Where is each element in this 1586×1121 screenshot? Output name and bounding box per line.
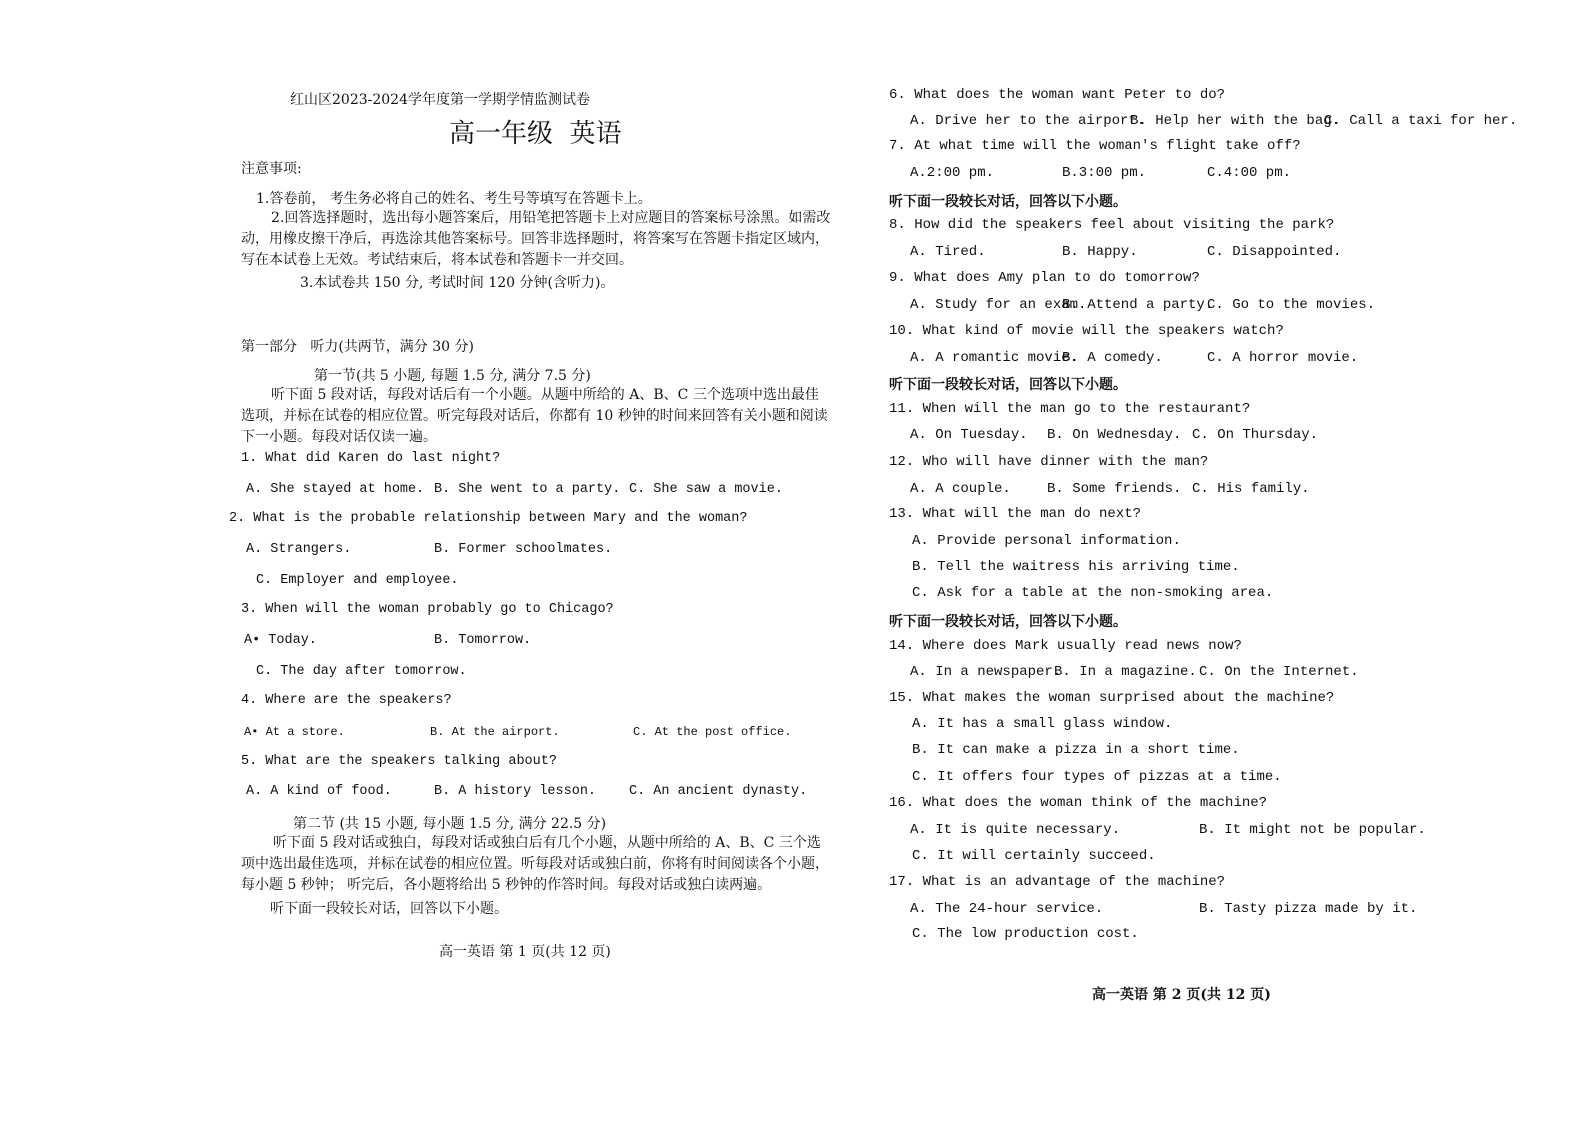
option-c: C. It will certainly succeed. bbox=[912, 848, 1156, 864]
option-b: B. A comedy. bbox=[1062, 350, 1163, 366]
option-a: A. A romantic movie. bbox=[910, 350, 1079, 366]
option-c: C.4:00 pm. bbox=[1207, 165, 1292, 181]
option-c: C. Ask for a table at the non-smoking area. bbox=[912, 585, 1274, 601]
option-a: A. The 24-hour service. bbox=[910, 901, 1104, 917]
option-c: C. Employer and employee. bbox=[256, 573, 459, 588]
option-a: A. On Tuesday. bbox=[910, 427, 1028, 443]
question-text: 16. What does the woman think of the machine? bbox=[889, 795, 1268, 811]
question-text: 6. What does the woman want Peter to do? bbox=[889, 87, 1226, 103]
option-b: B. Help her with the bag. bbox=[1130, 113, 1341, 129]
option-a: A. She stayed at home. bbox=[246, 482, 425, 497]
question-text: 14. Where does Mark usually read news now? bbox=[889, 638, 1242, 654]
option-c: C. A horror movie. bbox=[1207, 350, 1359, 366]
option-a: A. Provide personal information. bbox=[912, 533, 1181, 549]
option-b: B. On Wednesday. bbox=[1047, 427, 1182, 443]
section1-title: 第一节(共 5 小题, 每题 1.5 分, 满分 7.5 分) bbox=[314, 368, 591, 384]
option-c: C. She saw a movie. bbox=[629, 482, 783, 497]
notice-item-2: 2.回答选择题时，选出每小题答案后，用铅笔把答题卡上对应题目的答案标号涂黑。如需改动，用橡皮擦干净后，再选涂其他答案标号。回答非选择题时，将答案写在答题卡指定区域内，写在本试卷上无效。考试结束后，将本试卷和答题卡一并交回。 bbox=[241, 210, 831, 268]
exam-header: 红山区2023-2024学年度第一学期学情监测试卷 bbox=[290, 92, 590, 108]
option-c: C. On the Internet. bbox=[1199, 664, 1359, 680]
option-b: B. A history lesson. bbox=[434, 784, 597, 799]
listen-instruction-2: 听下面一段较长对话，回答以下小题。 bbox=[889, 377, 1127, 393]
question-text: 9. What does Amy plan to do tomorrow? bbox=[889, 270, 1200, 286]
page-footer-2: 高一英语 第 2 页(共 12 页) bbox=[1092, 987, 1271, 1003]
option-c: C. Go to the movies. bbox=[1207, 297, 1376, 313]
option-c: C. Call a taxi for her. bbox=[1324, 113, 1518, 129]
notice-item-1: 1.答卷前， 考生务必将自己的姓名、考生号等填写在答题卡上。 bbox=[256, 191, 652, 207]
question-text: 15. What makes the woman surprised about the machine? bbox=[889, 690, 1335, 706]
question-text: 13. What will the man do next? bbox=[889, 506, 1142, 522]
option-c: C. At the post office. bbox=[633, 725, 792, 739]
option-c: C. On Thursday. bbox=[1192, 427, 1319, 443]
question-text: 8. How did the speakers feel about visiting the park? bbox=[889, 217, 1335, 233]
option-b: B. Former schoolmates. bbox=[434, 542, 613, 557]
option-a: A.2:00 pm. bbox=[910, 165, 995, 181]
question-text: 7. At what time will the woman's flight take off? bbox=[889, 138, 1301, 154]
option-a: A. It is quite necessary. bbox=[910, 822, 1121, 838]
option-b: B. She went to a party. bbox=[434, 482, 621, 497]
option-b: B. Tasty pizza made by it. bbox=[1199, 901, 1418, 917]
question-text: 12. Who will have dinner with the man? bbox=[889, 454, 1209, 470]
option-b: B. Some friends. bbox=[1047, 481, 1182, 497]
option-b: B. Tomorrow. bbox=[434, 633, 532, 648]
option-a: A. Tired. bbox=[910, 244, 986, 260]
option-b: B. At the airport. bbox=[430, 725, 560, 739]
option-a: A. Drive her to the airport. bbox=[910, 113, 1146, 129]
option-c: C. The day after tomorrow. bbox=[256, 664, 467, 679]
listen-instruction-1: 听下面一段较长对话，回答以下小题。 bbox=[889, 194, 1127, 210]
question-text: 17. What is an advantage of the machine? bbox=[889, 874, 1226, 890]
option-a: A. It has a small glass window. bbox=[912, 716, 1173, 732]
option-b: B.3:00 pm. bbox=[1062, 165, 1147, 181]
option-b: B. It can make a pizza in a short time. bbox=[912, 742, 1240, 758]
option-a: A. Study for an exam. bbox=[910, 297, 1087, 313]
option-c: C. His family. bbox=[1192, 481, 1310, 497]
option-c: C. Disappointed. bbox=[1207, 244, 1342, 260]
exam-title: 高一年级 英语 bbox=[449, 119, 622, 149]
option-a: A. In a newspaper. bbox=[910, 664, 1062, 680]
listen-instruction-3: 听下面一段较长对话，回答以下小题。 bbox=[889, 614, 1127, 630]
option-a: A. A couple. bbox=[910, 481, 1011, 497]
section2-title: 第二节 (共 15 小题, 每小题 1.5 分, 满分 22.5 分) bbox=[293, 816, 607, 832]
question-text: 4. Where are the speakers? bbox=[241, 693, 452, 708]
question-text: 11. When will the man go to the restaurant? bbox=[889, 401, 1251, 417]
notice-label: 注意事项: bbox=[241, 161, 302, 177]
section1-instructions: 听下面 5 段对话，每段对话后有一个小题。从题中所给的 A、B、C 三个选项中选出最佳选项，并标在试卷的相应位置。听完每段对话后，你都有 10 秒钟的时间来回答有关小题和阅读下一小题。每段对话仅读一遍。 bbox=[241, 387, 828, 445]
option-c: C. An ancient dynasty. bbox=[629, 784, 808, 799]
notice-item-3: 3.本试卷共 150 分, 考试时间 120 分钟(含听力)。 bbox=[300, 275, 615, 291]
option-b: B. It might not be popular. bbox=[1199, 822, 1426, 838]
option-a: A. A kind of food. bbox=[246, 784, 392, 799]
question-text: 10. What kind of movie will the speakers watch? bbox=[889, 323, 1284, 339]
question-text: 3. When will the woman probably go to Chicago? bbox=[241, 602, 614, 617]
part1-title: 第一部分 听力(共两节，满分 30 分) bbox=[241, 339, 474, 355]
listen-long-instruction: 听下面一段较长对话，回答以下小题。 bbox=[270, 901, 508, 917]
page-footer-1: 高一英语 第 1 页(共 12 页) bbox=[439, 944, 611, 960]
option-b: B. Attend a party. bbox=[1062, 297, 1214, 313]
option-a: A• Today. bbox=[244, 633, 317, 648]
section2-instructions: 听下面 5 段对话或独白，每段对话或独白后有几个小题，从题中所给的 A、B、C 三个选项中选出最佳选项，并标在试卷的相应位置。听每段对话或独白前，你将有时间阅读各个小题，每小题 5 秒钟； 听完后，各小题将给出 5 秒钟的作答时间。每段对话或独白读两遍。 bbox=[241, 835, 829, 893]
question-text: 1. What did Karen do last night? bbox=[241, 451, 501, 466]
option-a: A. Strangers. bbox=[246, 542, 352, 557]
option-c: C. The low production cost. bbox=[912, 926, 1139, 942]
option-b: B. Tell the waitress his arriving time. bbox=[912, 559, 1240, 575]
option-b: B. Happy. bbox=[1062, 244, 1138, 260]
question-text: 5. What are the speakers talking about? bbox=[241, 754, 557, 769]
question-text: 2. What is the probable relationship between Mary and the woman? bbox=[229, 511, 748, 526]
option-c: C. It offers four types of pizzas at a time. bbox=[912, 769, 1282, 785]
option-b: B. In a magazine. bbox=[1054, 664, 1197, 680]
option-a: A• At a store. bbox=[244, 725, 345, 739]
